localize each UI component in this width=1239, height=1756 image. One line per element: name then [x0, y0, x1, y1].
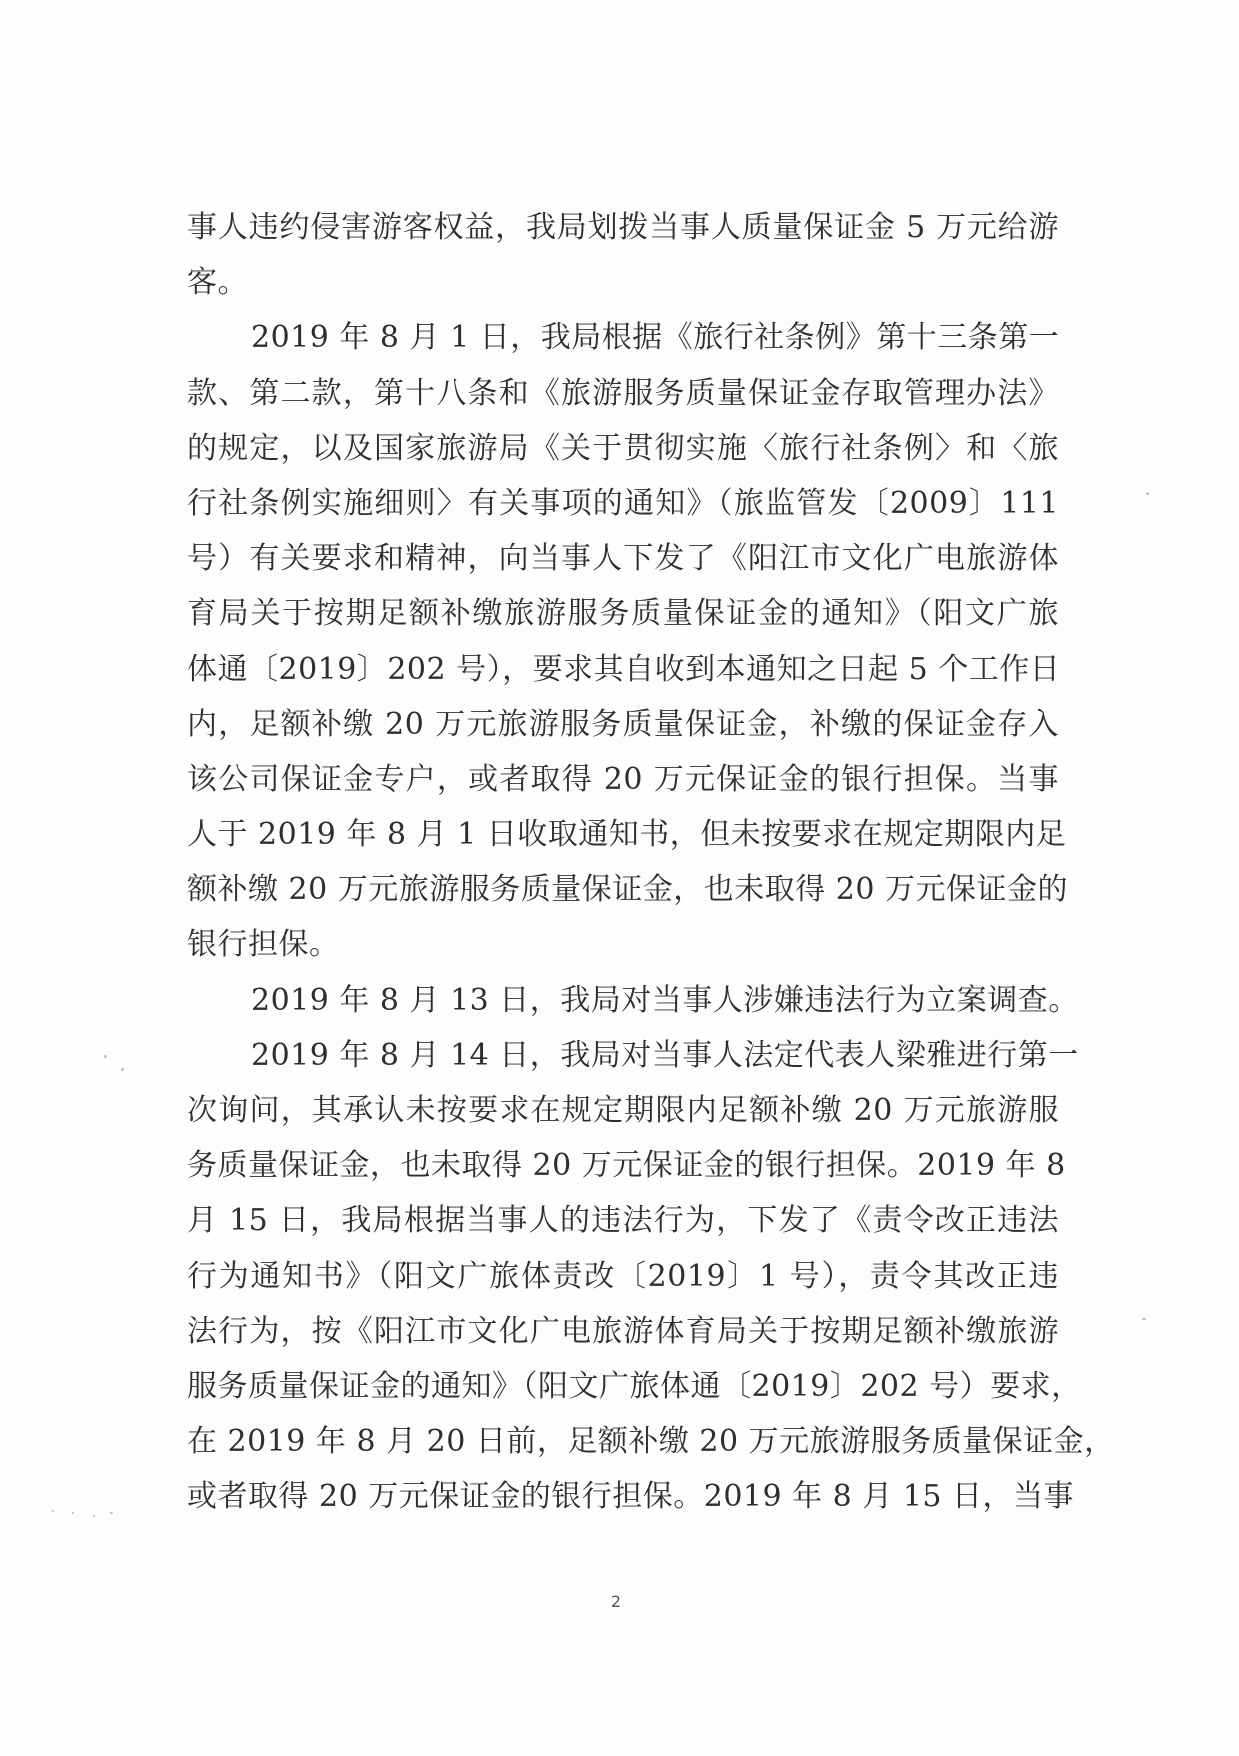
text-line: 客。 [187, 265, 248, 301]
text-line: 款、第二款，第十八条和《旅游服务质量保证金存取管理办法》 [187, 375, 1059, 411]
text-line: 事人违约侵害游客权益，我局划拨当事人质量保证金 5 万元给游 [187, 210, 1059, 245]
text-line: 的规定，以及国家旅游局《关于贯彻实施〈旅行社条例〉和〈旅 [187, 430, 1059, 466]
scan-speck [93, 1515, 95, 1517]
text-line: 体通〔2019〕202 号），要求其自收到本通知之日起 5 个工作日 [187, 651, 1061, 687]
text-line: 号）有关要求和精神，向当事人下发了《阳江市文化广电旅游体 [187, 541, 1059, 577]
page-number: 2 [610, 1592, 622, 1611]
text-line: 或者取得 20 万元保证金的银行担保。2019 年 8 月 15 日，当事 [187, 1479, 1075, 1515]
paragraph-first-line: 2019 年 8 月 13 日，我局对当事人涉嫌违法行为立案调查。 [251, 982, 1079, 1018]
scan-speck [110, 1512, 113, 1514]
paragraph-first-line: 2019 年 8 月 1 日，我局根据《旅行社条例》第十三条第一 [251, 320, 1060, 356]
text-line: 额补缴 20 万元旅游服务质量保证金，也未取得 20 万元保证金的 [187, 872, 1068, 908]
text-line: 法行为，按《阳江市文化广电旅游体育局关于按期足额补缴旅游 [187, 1313, 1059, 1349]
text-line: 在 2019 年 8 月 20 日前，足额补缴 20 万元旅游服务质量保证金， [187, 1424, 1115, 1460]
text-line: 该公司保证金专户，或者取得 20 万元保证金的银行担保。当事 [187, 761, 1059, 797]
text-line: 务质量保证金，也未取得 20 万元保证金的银行担保。2019 年 8 [187, 1148, 1066, 1184]
text-line: 育局关于按期足额补缴旅游服务质量保证金的通知》（阳文广旅 [187, 596, 1059, 632]
document-body [187, 200, 1115, 1525]
text-line: 行社条例实施细则〉有关事项的通知》（旅监管发〔2009〕111 [187, 485, 1059, 521]
text-line: 服务质量保证金的通知》（阳文广旅体通〔2019〕202 号）要求， [187, 1368, 1082, 1404]
text-line: 内，足额补缴 20 万元旅游服务质量保证金，补缴的保证金存入 [187, 706, 1059, 742]
text-line: 人于 2019 年 8 月 1 日收取通知书，但未按要求在规定期限内足 [187, 817, 1067, 853]
scan-speck [52, 1510, 54, 1512]
scan-speck [1142, 1318, 1146, 1320]
scan-speck [1146, 492, 1149, 495]
text-line: 月 15 日，我局根据当事人的违法行为，下发了《责令改正违法 [187, 1203, 1059, 1239]
text-line: 银行担保。 [187, 927, 340, 963]
scan-speck [72, 1512, 74, 1514]
text-line: 次询问，其承认未按要求在规定期限内足额补缴 20 万元旅游服 [187, 1093, 1059, 1128]
paragraph-first-line: 2019 年 8 月 14 日，我局对当事人法定代表人梁雅进行第一 [251, 1037, 1079, 1073]
text-line: 行为通知书》（阳文广旅体责改〔2019〕1 号），责令其改正违 [187, 1258, 1059, 1294]
scan-speck [121, 1068, 124, 1071]
scan-speck [104, 1055, 107, 1058]
